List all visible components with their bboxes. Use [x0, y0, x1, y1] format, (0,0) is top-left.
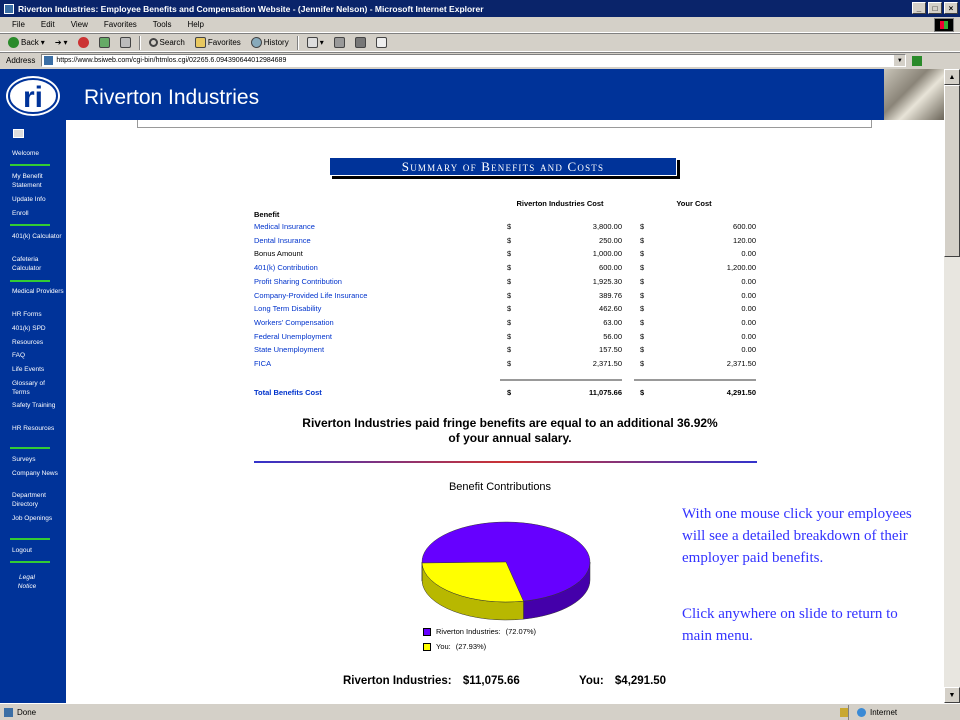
currency-symbol: $ — [507, 263, 512, 273]
edit-button[interactable] — [353, 37, 368, 48]
menu-favorites[interactable]: Favorites — [103, 20, 137, 29]
your-cost-value: 600.00 — [733, 222, 756, 231]
currency-symbol: $ — [507, 235, 512, 245]
favorites-icon — [195, 37, 206, 48]
address-url: https://www.bsiweb.com/cgi-bin/htmlos.cgi/02265.6.094390644012984689 — [56, 57, 287, 64]
sidebar-item-hr-resources[interactable]: HR Resources — [12, 425, 55, 432]
presenter-note-2: Click anywhere on slide to return to main menu. — [682, 606, 898, 644]
stop-icon — [78, 37, 89, 48]
sidebar-item-legal-notice[interactable]: Legal Notice — [17, 574, 37, 590]
menu-tools[interactable]: Tools — [152, 20, 172, 29]
sidebar-item-life-events[interactable]: Life Events — [12, 366, 45, 373]
history-button[interactable]: History — [249, 37, 291, 48]
forward-arrow-icon: ➔ — [54, 38, 62, 47]
company-total-label: Riverton Industries: — [343, 675, 452, 687]
edit-icon — [355, 37, 366, 48]
sidebar-divider — [10, 538, 50, 540]
your-total-value: $4,291.50 — [614, 675, 667, 687]
table-row — [0, 359, 944, 372]
company-cost-value: 56.00 — [603, 331, 622, 341]
discuss-button[interactable] — [374, 37, 389, 48]
currency-symbol: $ — [640, 304, 645, 314]
menu-edit[interactable]: Edit — [40, 20, 55, 29]
your-cost-value: 0.00 — [741, 317, 756, 327]
table-row — [0, 304, 944, 317]
go-button[interactable] — [912, 56, 922, 66]
scroll-down-button[interactable]: ▼ — [944, 687, 960, 703]
back-button[interactable]: Back ▾ — [6, 37, 47, 48]
favorites-button[interactable]: Favorites — [193, 37, 243, 48]
your-cost-value: 0.00 — [741, 249, 756, 259]
back-arrow-icon — [8, 37, 19, 48]
benefit-name[interactable]: Dental Insurance — [254, 235, 311, 245]
sidebar-item-update-info[interactable]: Update Info — [12, 196, 46, 203]
scroll-thumb[interactable] — [944, 85, 960, 257]
riverton-logo[interactable] — [3, 73, 65, 118]
page-done-icon — [4, 708, 13, 717]
legend-swatch-you — [423, 643, 431, 651]
currency-symbol: $ — [640, 290, 645, 300]
currency-symbol: $ — [507, 388, 512, 397]
currency-symbol: $ — [507, 276, 512, 286]
currency-symbol: $ — [640, 317, 645, 327]
currency-symbol: $ — [507, 249, 512, 259]
sidebar-item-hr-forms[interactable]: HR Forms — [12, 311, 42, 318]
benefit-name[interactable]: FICA — [254, 359, 272, 368]
sidebar-item-department-directory[interactable]: Department Directory — [12, 492, 46, 508]
ie-icon — [4, 4, 14, 14]
sidebar-item-my-benefit-statement[interactable]: My Benefit Statement — [12, 173, 43, 189]
maximize-button[interactable]: □ — [928, 2, 942, 14]
search-icon — [149, 38, 158, 47]
company-cost-value: 3,800.00 — [592, 222, 622, 231]
total-label[interactable]: Total Benefits Cost — [254, 388, 322, 397]
total-company-cost: 11,075.66 — [589, 388, 622, 397]
internet-zone-icon — [857, 708, 866, 717]
your-total-summary — [579, 675, 666, 687]
refresh-icon — [99, 37, 110, 48]
sidebar-divider — [10, 561, 50, 563]
sidebar-item-glossary-of-terms[interactable]: Glossary of Terms — [12, 380, 45, 396]
company-cost-value: 462.60 — [599, 304, 622, 314]
sidebar-item-medical-providers[interactable]: Medical Providers — [12, 288, 64, 295]
table-row — [0, 345, 944, 358]
your-total-label: You: — [579, 675, 604, 687]
legend-label-company: Riverton Industries: — [436, 627, 501, 636]
fringe-benefit-statement: Riverton Industries paid fringe benefits are equal to an additional 36.92% of your annual salary. — [302, 416, 718, 445]
print-icon[interactable] — [13, 129, 24, 138]
currency-symbol: $ — [507, 345, 512, 355]
table-row — [0, 291, 944, 304]
window-title: Riverton Industries: Employee Benefits and Compensation Website - (Jennifer Nelson) - Microsoft Internet Explorer — [18, 3, 484, 14]
currency-symbol: $ — [640, 359, 645, 368]
benefit-name: Bonus Amount — [254, 249, 303, 259]
legend-swatch-company — [423, 628, 431, 636]
summary-banner-text: Summary of Benefits and Costs — [329, 157, 677, 176]
address-label: Address — [6, 56, 36, 65]
benefit-name[interactable]: Long Term Disability — [254, 304, 322, 314]
presenter-note-1: With one mouse click your employees will see a detailed breakdown of their employer paid benefits. — [682, 506, 912, 566]
menu-bar — [0, 17, 960, 33]
total-divider — [634, 379, 756, 381]
currency-symbol: $ — [507, 359, 512, 368]
currency-symbol: $ — [640, 388, 645, 397]
page-icon — [44, 56, 53, 65]
currency-symbol: $ — [640, 235, 645, 245]
currency-symbol: $ — [640, 222, 645, 231]
company-total-summary — [343, 675, 520, 687]
address-dropdown-button[interactable]: ▼ — [894, 55, 905, 66]
top-frame-box — [137, 120, 872, 128]
company-cost-value: 63.00 — [603, 317, 622, 327]
sidebar-item-welcome[interactable]: Welcome — [12, 150, 39, 157]
history-icon — [251, 37, 262, 48]
sidebar-item-faq[interactable]: FAQ — [12, 352, 26, 359]
address-bar — [0, 52, 960, 68]
minimize-button[interactable]: _ — [912, 2, 926, 14]
search-button[interactable]: Search — [147, 38, 187, 47]
windows-logo-icon — [934, 18, 954, 32]
company-cost-value: 2,371.50 — [592, 359, 622, 368]
legend-item-company — [423, 627, 536, 636]
home-icon — [120, 37, 131, 48]
currency-symbol: $ — [640, 276, 645, 286]
sidebar-nav — [0, 120, 66, 703]
table-row — [0, 222, 944, 235]
table-row — [0, 332, 944, 345]
svg-text:ri: ri — [22, 81, 44, 114]
benefit-name[interactable]: Medical Insurance — [254, 222, 315, 231]
benefit-name[interactable]: Workers' Compensation — [254, 317, 334, 327]
total-your-cost: 4,291.50 — [726, 388, 756, 397]
sidebar-item-surveys[interactable]: Surveys — [12, 456, 36, 463]
menu-file[interactable]: File — [12, 20, 25, 29]
site-header — [0, 69, 944, 120]
your-cost-value: 0.00 — [741, 304, 756, 314]
benefit-pie-chart — [420, 520, 592, 622]
table-row — [0, 249, 944, 262]
sidebar-item-401k-calculator[interactable]: 401(k) Calculator — [12, 233, 62, 240]
benefit-name[interactable]: Federal Unemployment — [254, 331, 332, 341]
currency-symbol: $ — [507, 317, 512, 327]
your-cost-value: 120.00 — [733, 235, 756, 245]
sidebar-item-logout[interactable]: Logout — [12, 547, 32, 554]
sidebar-divider — [10, 164, 50, 166]
sidebar-item-company-news[interactable]: Company News — [12, 470, 58, 477]
mail-button[interactable]: ▾ — [305, 37, 326, 48]
company-cost-value: 1,000.00 — [592, 249, 622, 259]
toolbar-separator — [297, 36, 299, 50]
menu-view[interactable]: View — [70, 20, 88, 29]
sidebar-item-cafeteria-calculator[interactable]: Cafeteria Calculator — [12, 256, 42, 272]
mail-icon — [307, 37, 318, 48]
benefit-name[interactable]: Profit Sharing Contribution — [254, 276, 342, 286]
col-header-benefit: Benefit — [254, 210, 280, 219]
sidebar-item-enroll[interactable]: Enroll — [12, 210, 29, 217]
print-icon — [334, 37, 345, 48]
close-button[interactable]: × — [944, 2, 958, 14]
your-cost-value: 2,371.50 — [726, 359, 756, 368]
currency-symbol: $ — [507, 304, 512, 314]
currency-symbol: $ — [640, 345, 645, 355]
currency-symbol: $ — [507, 290, 512, 300]
company-cost-value: 1,925.30 — [592, 276, 622, 286]
summary-banner — [329, 157, 680, 179]
print-button[interactable] — [332, 37, 347, 48]
company-cost-value: 157.50 — [599, 345, 622, 355]
currency-symbol: $ — [507, 331, 512, 341]
your-cost-value: 0.00 — [741, 331, 756, 341]
currency-symbol: $ — [640, 331, 645, 341]
chart-title: Benefit Contributions — [448, 481, 552, 493]
table-row — [0, 263, 944, 276]
total-divider — [500, 379, 622, 381]
sidebar-item-401k-spd[interactable]: 401(k) SPD — [12, 325, 46, 332]
company-total-value: $11,075.66 — [462, 675, 520, 687]
go-arrow-icon — [912, 56, 922, 66]
benefit-name[interactable]: 401(k) Contribution — [254, 263, 318, 273]
header-photo — [884, 69, 944, 120]
your-cost-value: 1,200.00 — [726, 263, 756, 273]
sidebar-divider — [10, 447, 50, 449]
your-cost-value: 0.00 — [741, 345, 756, 355]
forward-button[interactable]: ➔ ▾ — [54, 38, 68, 47]
toolbar-separator — [139, 36, 141, 50]
refresh-button[interactable] — [97, 37, 112, 48]
table-row — [0, 236, 944, 249]
currency-symbol: $ — [640, 249, 645, 259]
stop-button[interactable] — [76, 37, 91, 48]
vertical-scrollbar[interactable] — [944, 69, 960, 703]
your-cost-value: 0.00 — [741, 276, 756, 286]
menu-help[interactable]: Help — [187, 20, 204, 29]
status-bar — [0, 703, 960, 720]
legend-item-you — [423, 642, 486, 651]
section-divider — [254, 461, 757, 463]
currency-symbol: $ — [507, 222, 512, 231]
legend-percent-company: (72.07%) — [505, 627, 537, 636]
sidebar-item-resources[interactable]: Resources — [12, 339, 44, 346]
status-text: Done — [17, 707, 37, 717]
sidebar-item-safety-training[interactable]: Safety Training — [12, 402, 56, 409]
benefit-name[interactable]: State Unemployment — [254, 345, 325, 355]
company-cost-value: 389.76 — [599, 290, 622, 300]
toolbar — [0, 33, 960, 52]
address-input[interactable] — [41, 54, 906, 67]
legend-percent-you: (27.93%) — [455, 642, 487, 651]
benefit-name[interactable]: Company-Provided Life Insurance — [254, 290, 368, 300]
col-header-company-cost: Riverton Industries Cost — [516, 199, 604, 208]
table-row — [0, 277, 944, 290]
site-title: Riverton Industries — [84, 86, 260, 109]
window-title-bar — [0, 0, 960, 17]
zone-text: Internet — [870, 707, 898, 717]
company-cost-value: 250.00 — [599, 235, 622, 245]
lock-icon — [840, 708, 848, 717]
your-cost-value: 0.00 — [741, 290, 756, 300]
col-header-your-cost: Your Cost — [676, 199, 712, 208]
currency-symbol: $ — [640, 263, 645, 273]
total-row — [0, 388, 944, 401]
discuss-icon — [376, 37, 387, 48]
table-row — [0, 318, 944, 331]
company-cost-value: 600.00 — [599, 263, 622, 273]
legend-label-you: You: — [436, 642, 451, 651]
scroll-up-button[interactable]: ▲ — [944, 69, 960, 85]
sidebar-item-job-openings[interactable]: Job Openings — [12, 515, 53, 522]
home-button[interactable] — [118, 37, 133, 48]
